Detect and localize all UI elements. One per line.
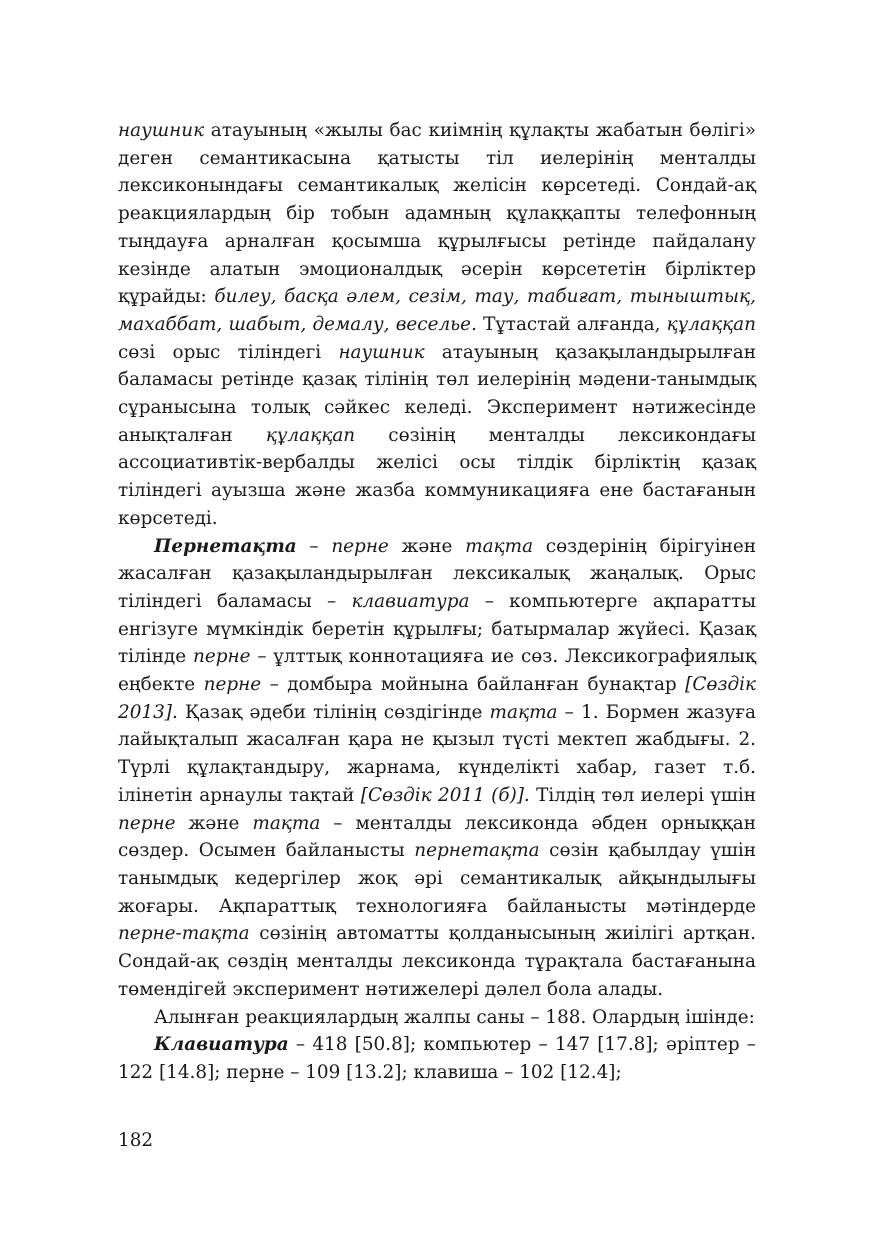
text-run: – ұлттық коннотацияға ие сөз. Лексикографиялық еңбекте (118, 646, 756, 696)
italic-term: [Сөздік 2013]. (118, 674, 757, 723)
italic-term: наушник (118, 120, 205, 141)
italic-term: билеу, басқа әлем, сезім, тау, табиғат, тыныштық, махаббат, шабыт, демалу, веселье. (118, 286, 757, 335)
text-run: атауының «жылы бас киімнің құлақты жабатын бөлігі» деген семантикасына қатысты тіл иелерінің менталды лексиконындағы семантикалық желісін көрсетеді. Сондай-ақ реакциялардың бір тобын адамның құлаққапты телефонның тыңдауға арналған қосымша құрылғысы ретінде пайдалану кезінде алатын эмоционалдық әсерін көрсететін бірліктер құрайды: (118, 120, 756, 308)
text-run: – домбыра мойнына байланған бунақтар (261, 674, 686, 696)
italic-term: перне (118, 812, 176, 834)
paragraph-3 (118, 1004, 756, 1032)
text-run: Тұтастай алғанда, (476, 313, 667, 335)
italic-term: перне (192, 646, 251, 668)
bold-term: Клавиатура (154, 1034, 289, 1056)
text-run: – 1. Бормен жазуға лайықталып жасалған қара не қызыл түсті мектеп жабдығы. 2. Түрлі құлақтандыру, жарнама, күнделікті хабар, газет т.б. ілінетін арнаулы тақтай (118, 701, 757, 806)
italic-term: құлаққап (666, 313, 756, 335)
text-run: сөзі орыс тіліндегі (118, 341, 339, 363)
page-number: 182 (118, 1130, 154, 1151)
text-run: – менталды лексиконда әбден орныққан сөздер. Осымен байланысты (118, 812, 756, 862)
italic-term: наушник (338, 341, 425, 363)
italic-term: пернетақта (414, 840, 540, 862)
text-run: сөзінің менталды лексикондағы ассоциативтік-вербалды желісі осы тілдік бірліктің қазақ тіліндегі ауызша және жазба коммуникацияға ене бастағанын көрсетеді. (118, 424, 756, 529)
italic-term: клавиатура (351, 590, 470, 612)
text-run: сөзін қабылдау үшін танымдық кедергілер жоқ әрі семантикалық айқындылығы жоғары. Ақпараттық технологияға байланысты мәтіндерде (118, 840, 756, 917)
text-run: Қазақ әдеби тілінің сөздігінде (177, 701, 490, 723)
text-run: және (388, 535, 466, 557)
bold-term: Пернетақта (154, 535, 297, 557)
text-run: – 418 [50.8]; компьютер – 147 [17.8]; әріптер – 122 [14.8]; перне – 109 [13.2]; клавиша – 102 [12.4]; (118, 1034, 756, 1083)
text-run: және (175, 812, 253, 834)
page-body (118, 117, 756, 1087)
italic-term: [Сөздік 2011 (б)]. (360, 784, 530, 806)
italic-term: перне (203, 674, 262, 696)
text-run: – компьютерге ақпаратты енгізуге мүмкіндік беретін құрылғы; батырмалар жүйесі. Қазақ тілінде (118, 590, 756, 668)
paragraph-2 (118, 533, 756, 1004)
text-run: Тілдің төл иелері үшін (529, 784, 756, 806)
italic-term: тақта (465, 535, 534, 557)
text-run: Алынған реакциялардың жалпы саны – 188. Олардың ішінде: (154, 1006, 755, 1028)
italic-term: тақта (252, 812, 321, 834)
text-run: сөздерінің бірігуінен жасалған қазақыландырылған лексикалық жаңалық. Орыс тіліндегі баламасы – (118, 535, 756, 612)
paragraph-4 (118, 1031, 756, 1086)
italic-term: құлаққап (265, 424, 356, 446)
italic-term: перне (331, 535, 389, 557)
text-run: атауының қазақыландырылған баламасы ретінде қазақ тілінің төл иелерінің мәдени-танымдық сұранысына толық сәйкес келеді. Эксперимент нәтижесінде анықталған (118, 341, 756, 446)
text-run: сөзінің автоматты қолданысының жиілігі артқан. Сондай-ақ сөздің менталды лексиконда тұрақтала бастағанына төмендігей эксперимент нәтижелері дәлел бола алады. (118, 923, 756, 1000)
text-run: – (296, 535, 332, 557)
italic-term: тақта (489, 701, 558, 723)
paragraph-1 (118, 117, 756, 533)
italic-term: перне-тақта (118, 923, 250, 945)
